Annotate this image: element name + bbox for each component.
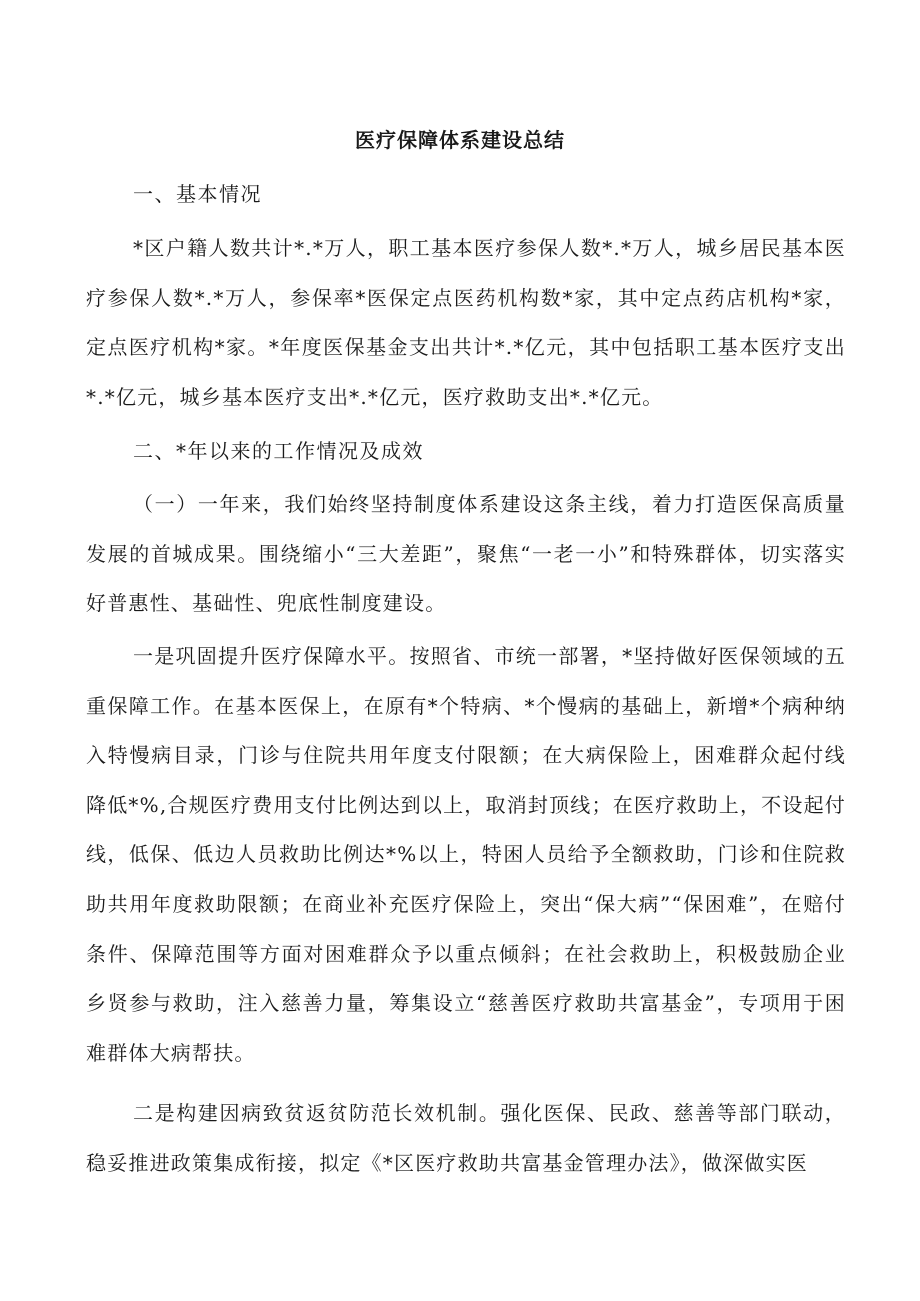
- document-title: 医疗保障体系建设总结: [355, 128, 565, 152]
- section-heading-basic-info: 一、基本情况: [133, 182, 262, 206]
- paragraph-item-two: 二是构建因病致贫返贫防范长效机制。强化医保、民政、慈善等部门联动，稳妥推进政策集成衔接，拟定《*区医疗救助共富基金管理办法》，做深做实医: [86, 1101, 846, 1175]
- section-heading-work-results: 二、*年以来的工作情况及成效: [133, 439, 424, 463]
- paragraph-basic-info: *区户籍人数共计*.*万人，职工基本医疗参保人数*.*万人，城乡居民基本医疗参保人数*.*万人，参保率*医保定点医药机构数*家，其中定点药店机构*家，定点医疗机构*家。*年度医保基金支出共计*.*亿元，其中包括职工基本医疗支出*.*亿元，城乡基本医疗支出*.*亿元，医疗救助支出*.*亿元。: [86, 236, 846, 409]
- paragraph-system-building: （一）一年来，我们始终坚持制度体系建设这条主线，着力打造医保高质量发展的首城成果。围绕缩小“三大差距”，聚焦“一老一小”和特殊群体，切实落实好普惠性、基础性、兜底性制度建设。: [86, 492, 846, 616]
- paragraph-item-one: 一是巩固提升医疗保障水平。按照省、市统一部署，*坚持做好医保领域的五重保障工作。在基本医保上，在原有*个特病、*个慢病的基础上，新增*个病种纳入特慢病目录，门诊与住院共用年度支付限额；在大病保险上，困难群众起付线降低*%,合规医疗费用支付比例达到以上，取消封顶线；在医疗救助上，不设起付线，低保、低边人员救助比例达*%以上，特困人员给予全额救助，门诊和住院救助共用年度救助限额；在商业补充医疗保险上，突出“保大病”“保困难”，在赔付条件、保障范围等方面对困难群众予以重点倾斜；在社会救助上，积极鼓励企业乡贤参与救助，注入慈善力量，筹集设立“慈善医疗救助共富基金”，专项用于困难群体大病帮扶。: [86, 644, 846, 1065]
